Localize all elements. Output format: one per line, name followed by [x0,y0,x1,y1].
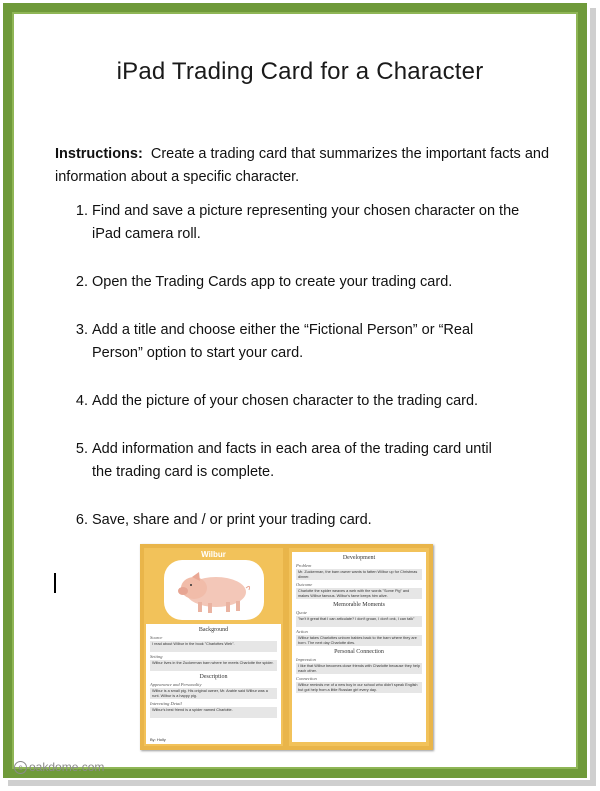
instructions [55,143,550,189]
step-item [92,319,587,365]
source-label: Source [150,635,163,640]
card-right-panel [289,548,429,746]
copyright-icon: c [14,761,27,774]
page-shadow-bottom [8,780,596,786]
step-item [92,438,587,484]
source-box: I read about Wilbur in the book "Charlottes Web". [150,641,277,652]
step-item [92,200,587,246]
quote-box: "Isn't it great that I can articulate? I don't groan, I don't onk, I can talk" [296,616,422,627]
instructions-label: Instructions: [55,146,143,162]
card-name: Wilbur [201,550,226,559]
card-picture [164,560,264,620]
watermark-text: oakdome.com [29,760,105,774]
action-label: Action [296,629,308,634]
step-3-line1: 3. Add a title and choose either the “Fictional Person” or “Real [92,322,474,338]
action-box: Wilbur takes Charlottes unborn babies back to the barn where they are born. The next day Charlotte dies. [296,635,422,646]
step-3-line2: Person” option to start your card. [92,345,304,361]
step-4-line1: 4. Add the picture of your chosen character to the trading card. [92,393,479,409]
detail-box: Wilbur's best friend is a spider named Charlotte. [150,707,277,718]
personal-heading: Personal Connection [334,649,384,655]
background-heading: Background [198,627,229,633]
problem-box: Mr. Zuckerman, the barn owner wants to fatten Wilbur up for Christmas dinner. [296,569,422,580]
memorable-heading: Memorable Moments [333,602,385,608]
trading-card-image [140,544,433,750]
card-left-panel [144,548,283,746]
impression-box: I like that Wilbur becomes close friends with Charlotte because they help each other. [296,663,422,674]
setting-label: Setting [150,654,163,659]
page-shadow-right [590,8,596,784]
card-left-content [146,624,281,744]
impression-label: Impression [296,657,316,662]
step-1-line2: iPad camera roll. [92,226,201,242]
connection-box: Wilbur reminds me of a new boy in our school who didn't speak English but got help from a little Russian girl every day. [296,682,422,693]
watermark [14,760,104,774]
appearance-box: Wilbur is a small pig. His original owner, Mr. Arable said Wilbur was a runt. Wilbur is a happy pig. [150,688,277,699]
step-2-line1: 2. Open the Trading Cards app to create your trading card. [92,274,453,290]
instructions-text: Create a trading card that summarizes the important facts and information about a specific character. [55,146,550,185]
step-item [92,509,587,532]
setting-box: Wilbur lives in the Zuckerman barn where he meets Charlotte the spider. [150,660,277,671]
card-right-content [292,552,426,742]
description-heading: Description [199,674,228,680]
page-title: iPad Trading Card for a Character [116,58,484,85]
pig-icon [164,560,264,620]
appearance-label: Appearance and Personality [150,682,202,687]
outcome-label: Outcome [296,582,313,587]
card-author: By: Holly [150,737,166,742]
step-5-line1: 5. Add information and facts in each area of the trading card until [92,441,492,457]
step-item [92,271,587,294]
connection-label: Connection [296,676,317,681]
steps-list [55,200,587,557]
problem-label: Problem [296,563,312,568]
development-heading: Development [342,555,376,561]
outcome-box: Charlotte the spider weaves a web with the words "Some Pig" and makes Wilbur famous. Wilbur's fame keeps him alive. [296,588,422,599]
step-1-line1: 1. Find and save a picture representing your chosen character on the [92,203,520,219]
step-6-line1: 6. Save, share and / or print your trading card. [92,512,372,528]
detail-label: Interesting Detail [150,701,182,706]
step-5-line2: the trading card is complete. [92,464,275,480]
step-item [92,390,587,413]
text-cursor [54,573,56,593]
quote-label: Quote [296,610,307,615]
